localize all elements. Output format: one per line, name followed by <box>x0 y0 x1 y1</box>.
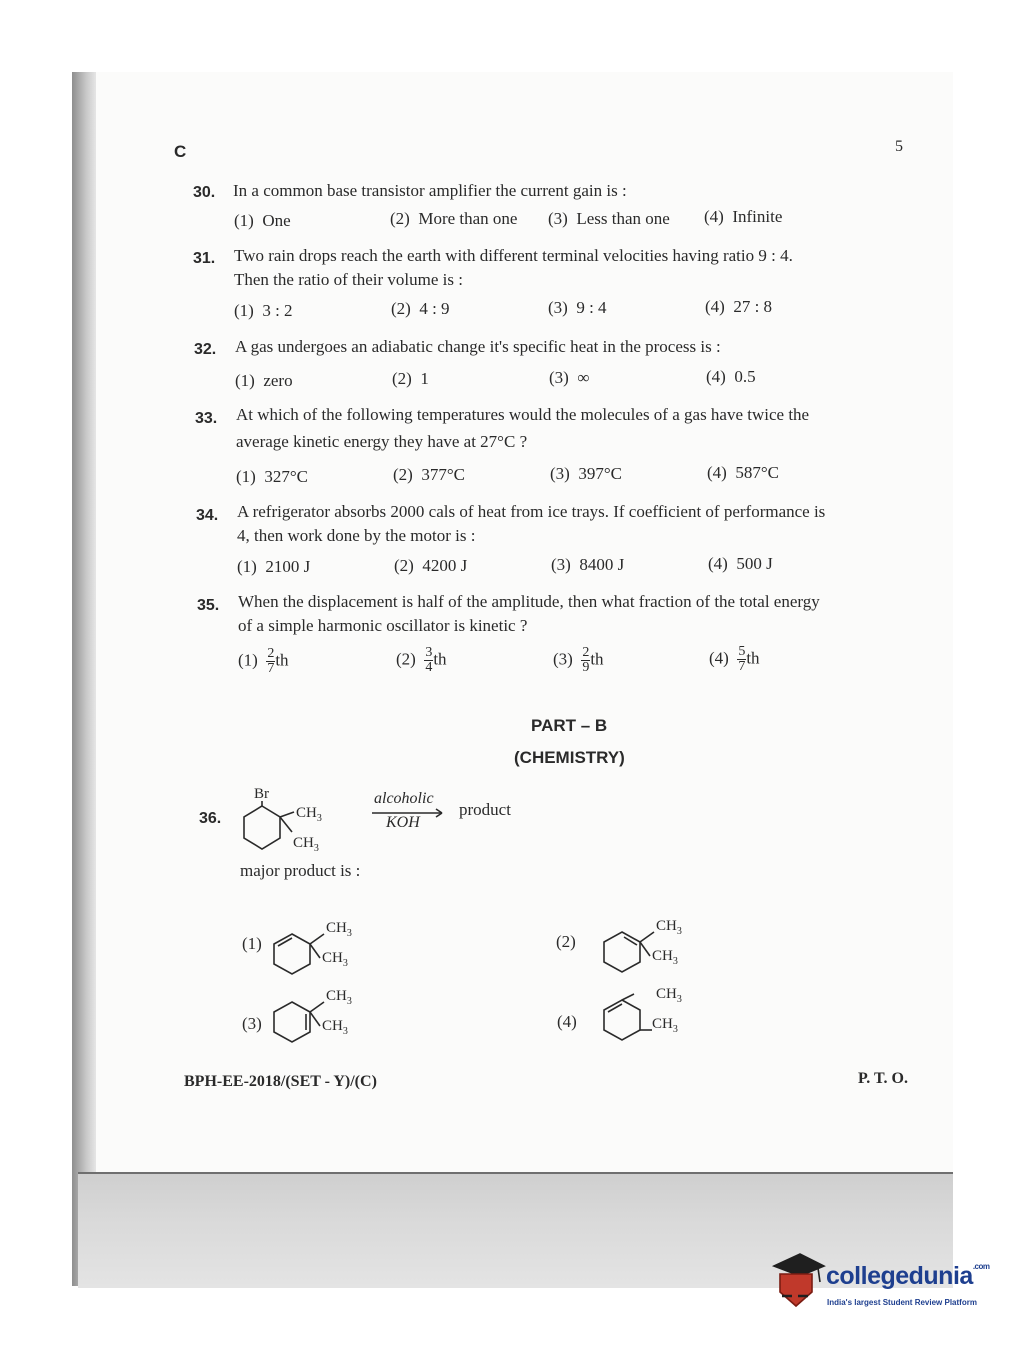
brand-tagline: India's largest Student Review Platform <box>827 1298 977 1307</box>
option-2: (2) 377°C <box>393 465 465 484</box>
question-text-line-2: of a simple harmonic oscillator is kinetic ? <box>238 616 528 635</box>
part-title: PART – B <box>531 716 608 735</box>
pto-label: P. T. O. <box>858 1070 908 1087</box>
part-subject: (CHEMISTRY) <box>514 748 625 767</box>
option-1: (1) $\frac{2}{7}$ th <box>238 646 289 676</box>
question-number: 34. <box>196 507 219 524</box>
scan-shadow-left <box>72 72 96 1286</box>
question-number: 35. <box>197 597 220 614</box>
question-text: A gas undergoes an adiabatic change it's specific heat in the process is : <box>235 337 721 356</box>
option-4: (4) 27 : 8 <box>705 297 773 316</box>
option-3: (3) 397°C <box>550 464 622 483</box>
option-4: (4) 0.5 <box>706 367 756 386</box>
student-mascot-icon <box>768 1252 826 1316</box>
ch3-label: $CH_3$ <box>326 920 352 939</box>
option-2: (2) 1 <box>392 369 429 388</box>
collegedunia-watermark <box>768 1252 993 1322</box>
ch3-label: $CH_3$ <box>652 1016 678 1035</box>
question-text-line-2: Then the ratio of their volume is : <box>234 270 463 289</box>
reagent-bottom: KOH <box>386 814 420 831</box>
option-4: (4) $\frac{5}{7}$ th <box>709 644 760 674</box>
ch3-label: $CH_3$ <box>322 1018 348 1037</box>
page-number: 5 <box>895 138 903 155</box>
question-text-line-1: At which of the following temperatures would the molecules of a gas have twice the <box>236 405 810 424</box>
question-number: 32. <box>194 341 217 358</box>
option-1: (1) 2100 J <box>237 557 311 576</box>
ch3-label: $CH_3$ <box>656 986 682 1005</box>
fraction: $\frac{3}{4}$ <box>425 645 433 675</box>
option-2: (2) More than one <box>390 209 518 228</box>
ch3-label: $CH_3$ <box>293 835 319 854</box>
option-3: (3) 9 : 4 <box>548 298 607 317</box>
ch3-label: $CH_3$ <box>326 988 352 1007</box>
set-letter: C <box>174 142 187 161</box>
option-4: (4) 587°C <box>707 463 779 482</box>
option-3: (3) $\frac{2}{9}$ th <box>553 645 604 675</box>
question-number: 30. <box>193 184 216 201</box>
question-number: 31. <box>193 250 216 267</box>
option-3: (3) ∞ <box>549 368 590 387</box>
option-number: (2) <box>556 932 576 951</box>
question-text-line-2: 4, then work done by the motor is : <box>237 526 476 545</box>
question-number: 33. <box>195 410 218 427</box>
option-number: (4) <box>557 1012 577 1031</box>
ch3-label: $CH_3$ <box>296 805 322 824</box>
option-2: (2) 4200 J <box>394 556 468 575</box>
question-text: major product is : <box>240 861 361 880</box>
option-4: (4) Infinite <box>704 207 783 226</box>
question-number: 36. <box>199 810 222 827</box>
option-2: (2) $\frac{3}{4}$ th <box>396 645 447 675</box>
fraction: $\frac{2}{7}$ <box>267 646 275 676</box>
option-1: (1) zero <box>235 371 293 390</box>
option-1: (1) 3 : 2 <box>234 301 293 320</box>
reagent-top: alcoholic <box>374 790 434 807</box>
question-text: In a common base transistor amplifier the current gain is : <box>233 181 627 200</box>
reactant-cyclohexane-ring <box>240 800 300 860</box>
product-label: product <box>459 800 511 819</box>
brand-name: collegedunia$^{.com}$ <box>826 1262 990 1290</box>
option-number: (1) <box>242 934 262 953</box>
question-text-line-1: Two rain drops reach the earth with different terminal velocities having ratio 9 : 4. <box>234 246 793 265</box>
option-number: (3) <box>242 1014 262 1033</box>
question-text-line-1: When the displacement is half of the amplitude, then what fraction of the total energy <box>238 592 820 611</box>
br-label: Br <box>254 786 269 802</box>
fraction: $\frac{5}{7}$ <box>738 644 746 674</box>
exam-code: BPH-EE-2018/(SET - Y)/(C) <box>184 1073 377 1090</box>
ch3-label: $CH_3$ <box>322 950 348 969</box>
ch3-label: $CH_3$ <box>656 918 682 937</box>
option-1: (1) 327°C <box>236 467 308 486</box>
fraction: $\frac{2}{9}$ <box>582 645 590 675</box>
question-text-line-1: A refrigerator absorbs 2000 cals of heat from ice trays. If coefficient of performance is <box>237 502 826 521</box>
option-2: (2) 4 : 9 <box>391 299 450 318</box>
question-text-line-2: average kinetic energy they have at 27°C ? <box>236 432 528 451</box>
option-3: (3) 8400 J <box>551 555 625 574</box>
option-3: (3) Less than one <box>548 209 670 228</box>
option-1: (1) One <box>234 211 291 230</box>
ch3-label: $CH_3$ <box>652 948 678 967</box>
option-4: (4) 500 J <box>708 554 773 573</box>
